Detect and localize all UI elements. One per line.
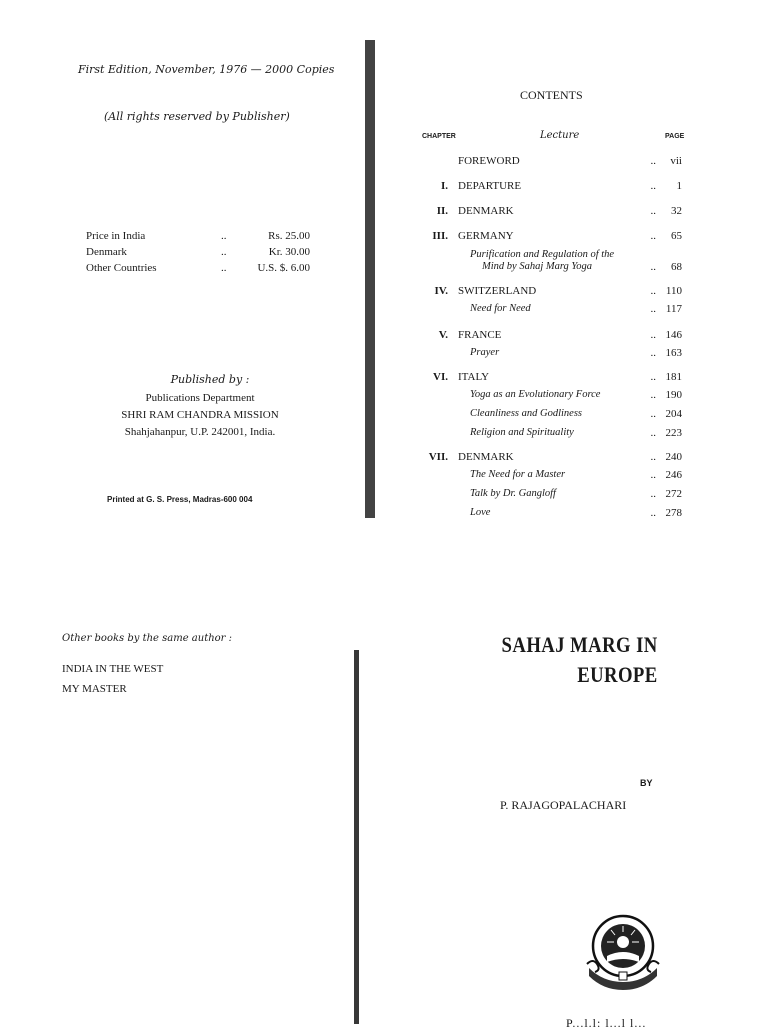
contents-chapter-row [420, 180, 690, 196]
price-label: Other Countries [86, 262, 157, 274]
page-number: 223 [665, 427, 682, 439]
page-number: 240 [665, 451, 682, 463]
mission-emblem-icon [583, 912, 663, 994]
leader-dots: .. [650, 230, 656, 242]
leader-dots: .. [650, 469, 656, 481]
publisher-line-2: SHRI RAM CHANDRA MISSION [121, 409, 279, 421]
book-spine-shadow-lower [354, 650, 359, 1024]
published-by-label: Published by : [170, 373, 250, 386]
col-lecture-label: Lecture [540, 130, 580, 141]
book-title-line-1: SAHAJ MARG IN [501, 632, 658, 657]
chapter-title: GERMANY [458, 230, 514, 242]
price-label: Price in India [86, 230, 146, 242]
page-number: 65 [671, 230, 682, 242]
contents-lecture-row [420, 347, 690, 363]
price-row [86, 230, 326, 246]
leader-dots: .. [650, 347, 656, 359]
page-number: 190 [665, 389, 682, 401]
contents-lecture-row [420, 408, 690, 424]
leader-dots: .. [650, 408, 656, 420]
page-number: 204 [665, 408, 682, 420]
leader-dots: .. [650, 285, 656, 297]
page-number: 68 [671, 261, 682, 273]
book-item: INDIA IN THE WEST [62, 663, 164, 675]
chapter-title: ITALY [458, 371, 490, 383]
lecture-title: Religion and Spirituality [470, 427, 574, 438]
page-number: 246 [665, 469, 682, 481]
page-number: 117 [665, 303, 682, 315]
page-number: 272 [665, 488, 682, 500]
col-chapter-label: CHAPTER [422, 133, 456, 140]
price-dots: .. [221, 246, 227, 258]
contents-lecture-row [420, 488, 690, 504]
price-value: U.S. $. 6.00 [257, 262, 310, 274]
page-number: vii [670, 155, 682, 167]
lecture-title: Cleanliness and Godliness [470, 408, 582, 419]
chapter-title: DENMARK [458, 451, 514, 463]
price-row [86, 262, 326, 278]
chapter-title: DEPARTURE [458, 180, 522, 192]
lecture-title: Need for Need [470, 303, 531, 314]
contents-heading: CONTENTS [520, 88, 583, 102]
publisher-line-1: Publications Department [145, 392, 255, 404]
contents-lecture-row [420, 469, 690, 485]
rights-note: (All rights reserved by Publisher) [104, 110, 290, 123]
price-value: Kr. 30.00 [268, 246, 310, 258]
chapter-number: I. [440, 180, 448, 192]
book-item: MY MASTER [62, 683, 127, 695]
contents-lecture-row [420, 303, 690, 319]
chapter-number: V. [438, 329, 448, 341]
lecture-title: Mind by Sahaj Marg Yoga [482, 261, 593, 272]
publisher-line-3: Shahjahanpur, U.P. 242001, India. [124, 426, 276, 438]
contents-lecture-row [420, 507, 690, 523]
chapter-title: SWITZERLAND [458, 285, 537, 297]
leader-dots: .. [650, 303, 656, 315]
price-value: Rs. 25.00 [268, 230, 310, 242]
price-label: Denmark [86, 246, 127, 258]
leader-dots: .. [650, 427, 656, 439]
leader-dots: .. [650, 507, 656, 519]
chapter-title: FRANCE [458, 329, 502, 341]
other-books-heading: Other books by the same author : [62, 633, 233, 644]
chapter-number: III. [432, 230, 448, 242]
contents-chapter-row [420, 329, 690, 345]
contents-chapter-row [420, 230, 690, 246]
chapter-number: VII. [428, 451, 448, 463]
publisher-footer-partial: P...l.l: l...l l... [566, 1016, 647, 1030]
contents-lecture-row [420, 427, 690, 443]
lecture-title: Prayer [470, 347, 500, 358]
leader-dots: .. [650, 261, 656, 273]
page-number: 1 [676, 180, 682, 192]
contents-lecture-row [420, 389, 690, 405]
chapter-title: FOREWORD [458, 155, 520, 167]
leader-dots: .. [650, 329, 656, 341]
page-number: 146 [665, 329, 682, 341]
contents-chapter-row [420, 371, 690, 387]
chapter-number: II. [436, 205, 448, 217]
leader-dots: .. [650, 180, 656, 192]
price-dots: .. [221, 230, 227, 242]
leader-dots: .. [650, 451, 656, 463]
page-number: 278 [665, 507, 682, 519]
leader-dots: .. [650, 389, 656, 401]
contents-chapter-row [420, 285, 690, 301]
lecture-title: Love [470, 507, 491, 518]
page-number: 110 [665, 285, 682, 297]
chapter-title: DENMARK [458, 205, 514, 217]
leader-dots: .. [650, 205, 656, 217]
edition-note: First Edition, November, 1976 — 2000 Copies [78, 63, 335, 76]
leader-dots: .. [650, 371, 656, 383]
book-title-line-2: EUROPE [577, 662, 658, 687]
printer-note: Printed at G. S. Press, Madras-600 004 [107, 495, 253, 504]
leader-dots: .. [650, 155, 656, 167]
contents-lecture-row [420, 261, 690, 277]
by-label: BY [640, 778, 653, 788]
page-number: 181 [665, 371, 682, 383]
lecture-title: Purification and Regulation of the [470, 249, 615, 260]
page-number: 32 [671, 205, 682, 217]
price-dots: .. [221, 262, 227, 274]
chapter-number: VI. [433, 371, 448, 383]
lecture-title: Talk by Dr. Gangloff [470, 488, 556, 499]
chapter-number: IV. [434, 285, 448, 297]
book-spine-shadow [365, 40, 375, 518]
leader-dots: .. [650, 488, 656, 500]
author-name: P. RAJAGOPALACHARI [500, 798, 627, 812]
contents-chapter-row [420, 155, 690, 171]
price-row [86, 246, 326, 262]
col-page-label: PAGE [665, 133, 685, 140]
lecture-title: The Need for a Master [470, 469, 566, 480]
lecture-title: Yoga as an Evolutionary Force [470, 389, 601, 400]
page-number: 163 [665, 347, 682, 359]
contents-chapter-row [420, 205, 690, 221]
contents-chapter-row [420, 451, 690, 467]
